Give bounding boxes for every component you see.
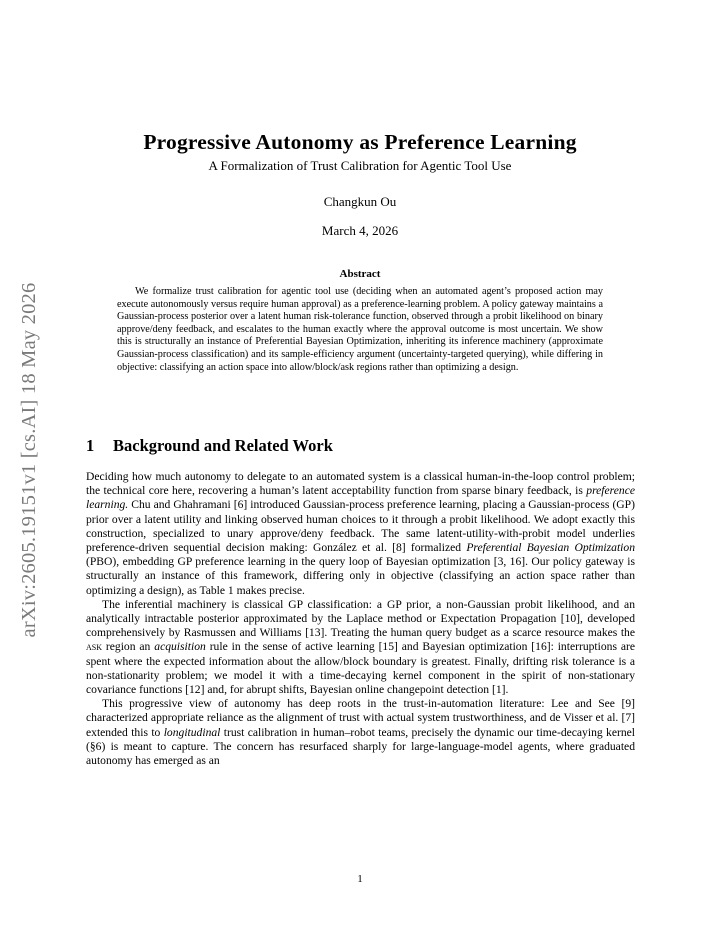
paragraph-text: Deciding how much autonomy to delegate to an automated system is a classical human-in-the-loop control problem; the technical core here, recovering a human’s latent acceptability function from sparse binary feedback, is xyxy=(86,470,635,498)
section-number: 1 xyxy=(86,436,95,455)
paragraph-text: rule in the sense of active learning [15] and Bayesian optimization [16]: interruptions are spent where the expected information about the allow/block boundary is greatest. Finally, drifting risk tolerance is a non-stationarity problem; we model it with a time-decaying kernel component in the spirit of non-stationary covariance functions [12] and, for abrupt shifts, Bayesian online changepoint detection [1]. xyxy=(86,640,636,697)
paragraph-1 xyxy=(86,470,635,598)
arxiv-identifier: arXiv:2605.19151v1 [cs.AI] 18 May 2026 xyxy=(18,282,40,638)
abstract-heading: Abstract xyxy=(339,268,381,280)
paragraph-text: Chu and Ghahramani [6] introduced Gaussian-process preference learning, placing a Gaussian-process (GP) prior over a latent utility and linking observed human choices to it through a probit likelihood. We adopt exactly this construction, specialized to unary approve/deny feedback. The same latent-utility-with-probit model underlies preference-driven sequential decision making: González et al. [8] formalized xyxy=(86,498,635,555)
section-title: Background and Related Work xyxy=(113,436,333,455)
section-heading xyxy=(86,436,333,456)
paragraph-2 xyxy=(86,598,635,697)
paragraph-3 xyxy=(86,697,635,768)
emphasis-text: preference learning. xyxy=(86,484,635,512)
emphasis-text: Preferential Bayesian Optimization xyxy=(466,541,635,555)
paragraph-text: The inferential machinery is classical GP classification: a GP prior, a non-Gaussian probit likelihood, and an analytically intractable posterior approximated by the Laplace method or Expectation Propagation [10], developed comprehensively by Rasmussen and Williams [13]. Treating the human query budget as a scarce resource makes the xyxy=(86,597,635,640)
author-name: Changkun Ou xyxy=(323,194,397,209)
paper-date: March 4, 2026 xyxy=(321,223,399,238)
paper-subtitle: A Formalization of Trust Calibration for Agentic Tool Use xyxy=(208,158,512,173)
page-number: 1 xyxy=(357,873,363,885)
paragraph-text: region an xyxy=(102,640,155,654)
paragraph-text: (PBO), embedding GP preference learning in the query loop of Bayesian optimization [3, 16]. Our policy gateway is structurally an instance of this framework, differing only in objective (classifying an action space rather than optimizing a design), as Table 1 makes precise. xyxy=(86,555,635,597)
small-caps-text: ask xyxy=(86,640,103,654)
emphasis-text: acquisition xyxy=(154,640,206,654)
abstract-text: We formalize trust calibration for agentic tool use (deciding when an automated agent’s proposed action may execute autonomously versus require human approval) as a preference-learning problem. A policy gateway maintains a Gaussian-process posterior over a latent human risk-tolerance function, observed through a probit likelihood on binary approve/deny feedback, and escalates to the human exactly where the approval outcome is most uncertain. We show this is structurally an instance of Preferential Bayesian Optimization, inheriting its inference machinery (approximate Gaussian-process classification) and its sample-efficiency argument (uncertainty-targeted querying), while differing in objective: classifying an action space into allow/block/ask regions rather than optimizing a design. xyxy=(117,286,603,373)
emphasis-text: longitudinal xyxy=(163,725,221,739)
section-body xyxy=(86,470,635,768)
paragraph-text: This progressive view of autonomy has deep roots in the trust-in-automation literature: Lee and See [9] characterized appropriate reliance as the alignment of trust with actual system trustworthiness, and de Visser et al. [7] extended this to xyxy=(86,697,635,739)
paper-title: Progressive Autonomy as Preference Learning xyxy=(143,130,577,154)
paragraph-text: trust calibration in human–robot teams, precisely the dynamic our time-decaying kernel (§6) is meant to capture. The concern has resurfaced sharply for large-language-model agents, where graduated autonomy has emerged as an xyxy=(86,725,635,768)
